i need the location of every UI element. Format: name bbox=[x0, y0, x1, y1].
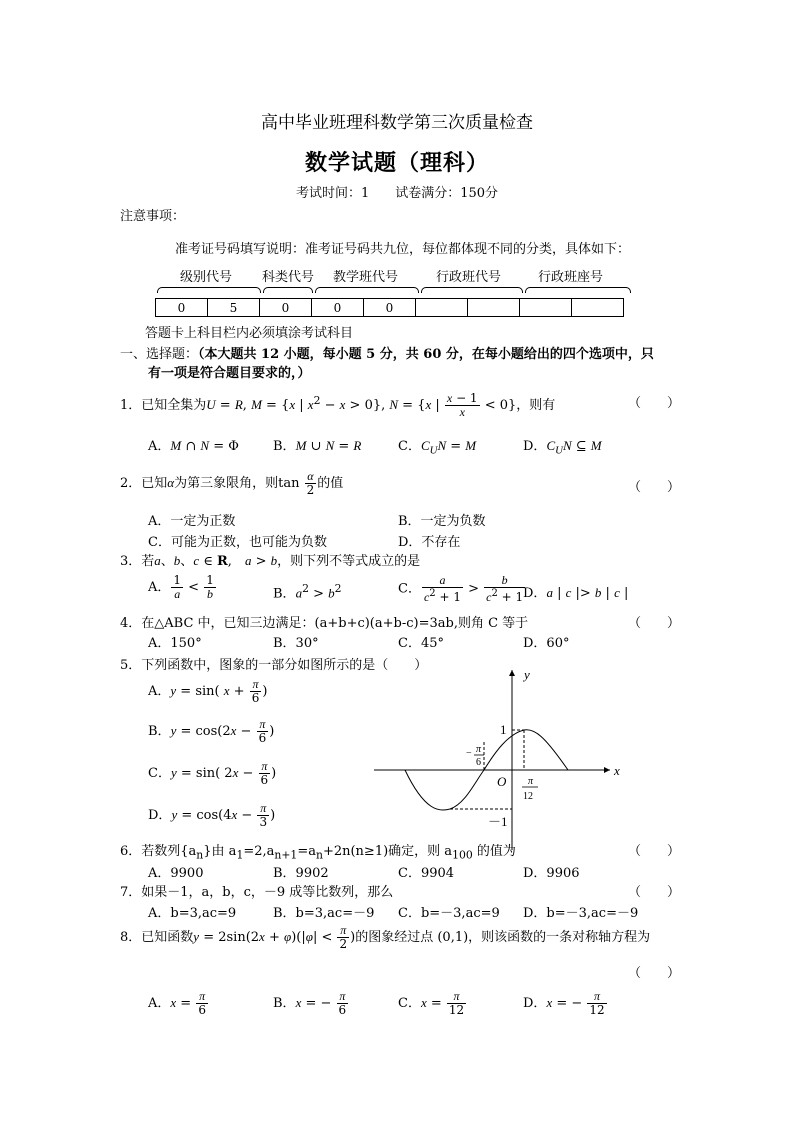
q7-option-c[interactable]: C．b=－3,ac=9 bbox=[398, 906, 500, 921]
label-admin-class-code: 行政班代号 bbox=[436, 270, 502, 285]
id-box-5[interactable]: 0 bbox=[364, 299, 416, 317]
section-instructions-cont: 有一项是符合题目要求的，） bbox=[148, 366, 311, 381]
answer-paren-6[interactable]: （ ） bbox=[628, 844, 681, 859]
q3-option-b[interactable]: B．$a^2 > b^2$ bbox=[273, 582, 342, 602]
q6-option-d[interactable]: D．9906 bbox=[523, 866, 580, 881]
svg-text:12: 12 bbox=[523, 791, 533, 802]
brace-class bbox=[315, 287, 419, 293]
q6-option-c[interactable]: C．9904 bbox=[398, 866, 455, 881]
q2-option-a[interactable]: A．一定为正数 bbox=[148, 514, 236, 529]
svg-text:π: π bbox=[476, 744, 482, 755]
q4-option-b[interactable]: B．30° bbox=[273, 636, 319, 651]
brace-seat bbox=[525, 287, 631, 293]
q1-option-b[interactable]: B．M ∪ N = R bbox=[273, 438, 362, 454]
q8-option-a[interactable]: A．x = $\frac{\pi}{6}$ bbox=[148, 989, 206, 1018]
q1-option-c[interactable]: C．$C_UN = M$ bbox=[398, 438, 477, 457]
q5-option-a[interactable]: A．y = sin( x + $\frac{\pi}{6}$ ) bbox=[148, 677, 268, 706]
brace-level bbox=[157, 287, 261, 293]
q6-option-b[interactable]: B．9902 bbox=[273, 866, 329, 881]
q4-option-d[interactable]: D．60° bbox=[523, 636, 570, 651]
question-2: 2．已知α为第三象限角，则tan $\frac{\alpha}{2}$ 的值 bbox=[120, 469, 344, 498]
svg-text:6: 6 bbox=[476, 757, 481, 768]
paper-subtitle: 数学试题（理科） bbox=[304, 150, 489, 176]
question-7: 7．如果－1，a，b，c，－9 成等比数列，那么 bbox=[120, 885, 394, 900]
id-box-2[interactable]: 5 bbox=[208, 299, 260, 317]
q8-option-d[interactable]: D．x = − $\frac{\pi}{12}$ bbox=[523, 989, 605, 1018]
id-box-6[interactable] bbox=[416, 299, 468, 317]
section-heading: 一、选择题：（本大题共 12 小题，每小题 5 分，共 60 分，在每小题给出的四个选项中，只 bbox=[120, 347, 654, 362]
q1-option-d[interactable]: D．$C_UN$ ⊆ M bbox=[523, 438, 602, 457]
id-box-4[interactable]: 0 bbox=[312, 299, 364, 317]
q2-option-d[interactable]: D．不存在 bbox=[398, 535, 461, 550]
svg-text:−: − bbox=[466, 748, 472, 759]
label-class-code: 教学班代号 bbox=[333, 270, 399, 285]
q2-option-c[interactable]: C．可能为正数，也可能为负数 bbox=[148, 535, 327, 550]
q7-option-d[interactable]: D．b=－3,ac=－9 bbox=[523, 906, 639, 921]
q2-option-b[interactable]: B．一定为负数 bbox=[398, 514, 486, 529]
id-box-9[interactable] bbox=[572, 299, 624, 317]
q3-option-c[interactable]: C． $\frac{a}{c^2 + 1}$ > $\frac{b}{c^2 + 1}$ bbox=[398, 573, 524, 605]
notice-heading: 注意事项： bbox=[120, 209, 186, 224]
exam-title: 高中毕业班理科数学第三次质量检查 bbox=[261, 113, 533, 133]
question-1: 1．已知全集为U = R, M = {x | $x^2 - x > 0$}, N = {x | $\frac{x - 1}{x}$ < 0}，则有 bbox=[120, 391, 556, 420]
q4-option-c[interactable]: C．45° bbox=[398, 636, 444, 651]
brace-subject bbox=[263, 287, 313, 293]
answer-paren-7[interactable]: （ ） bbox=[628, 885, 681, 900]
candidate-number-grid bbox=[155, 298, 624, 317]
q8-option-c[interactable]: C．x = $\frac{\pi}{12}$ bbox=[398, 989, 465, 1018]
label-seat-code: 行政班座号 bbox=[538, 270, 604, 285]
q7-option-a[interactable]: A．b=3,ac=9 bbox=[148, 906, 237, 921]
question-3: 3．若a、b、c ∈ R, a > b，则下列不等式成立的是 bbox=[120, 553, 421, 569]
y-tick-neg1: －1 bbox=[488, 814, 508, 829]
q3-option-a[interactable]: A． $\frac{1}{a}$ < $\frac{1}{b}$ bbox=[148, 573, 214, 602]
id-box-1[interactable]: 0 bbox=[156, 299, 208, 317]
id-box-7[interactable] bbox=[468, 299, 520, 317]
q6-option-a[interactable]: A．9900 bbox=[148, 866, 204, 881]
brace-admin-class bbox=[421, 287, 523, 293]
q3-option-d[interactable]: D．a | c |> b | c | bbox=[523, 585, 629, 601]
q1-option-a[interactable]: A．M ∩ N = Φ bbox=[148, 438, 239, 454]
question-6: 6．若数列$\{a_n\}$由 $a_1=2,a_{n+1}=a_n+2n(n\ge 1)$确定，则 $a_{100}$ 的值为 bbox=[120, 844, 516, 862]
question-8: 8．已知函数y = 2sin(2x + φ)(|φ| < $\frac{\pi}{2}$ )的图象经过点 (0,1)，则该函数的一条对称轴方程为 bbox=[120, 923, 651, 952]
function-graph bbox=[370, 662, 630, 852]
y-tick-1: 1 bbox=[500, 722, 507, 737]
answer-paren-1[interactable]: （ ） bbox=[628, 396, 681, 411]
section-instructions: （本大题共 12 小题，每小题 5 分，共 60 分，在每小题给出的四个选项中，只 bbox=[198, 347, 654, 362]
question-5: 5．下列函数中，图象的一部分如图所示的是（ ） bbox=[120, 658, 428, 673]
answer-paren-4[interactable]: （ ） bbox=[628, 616, 681, 631]
answer-paren-8[interactable]: （ ） bbox=[628, 966, 681, 981]
label-level-code: 级别代号 bbox=[180, 270, 233, 285]
q5-option-d[interactable]: D．y = cos(4x − $\frac{\pi}{3}$ ) bbox=[148, 801, 276, 830]
x-label: x bbox=[614, 763, 620, 778]
left-tick-label bbox=[466, 744, 484, 768]
origin-label: O bbox=[497, 774, 507, 789]
id-box-3[interactable]: 0 bbox=[260, 299, 312, 317]
q7-option-b[interactable]: B．b=3,ac=－9 bbox=[273, 906, 375, 921]
answer-paren-2[interactable]: （ ） bbox=[628, 480, 681, 495]
right-tick-label bbox=[522, 776, 538, 802]
svg-text:π: π bbox=[528, 776, 534, 787]
q8-option-b[interactable]: B．x = − $\frac{\pi}{6}$ bbox=[273, 989, 347, 1018]
label-subject-code: 科类代号 bbox=[262, 270, 315, 285]
answer-card-note: 答题卡上科目栏内必须填涂考试科目 bbox=[145, 326, 354, 341]
question-4: 4．在△ABC 中，已知三边满足：(a+b+c)(a+b-c)=3ab,则角 C 等于 bbox=[120, 616, 529, 631]
q5-option-b[interactable]: B．y = cos(2x − $\frac{\pi}{6}$ ) bbox=[148, 717, 275, 746]
id-box-8[interactable] bbox=[520, 299, 572, 317]
y-label: y bbox=[524, 667, 530, 682]
q5-option-c[interactable]: C．y = sin( 2x − $\frac{\pi}{6}$ ) bbox=[148, 759, 277, 788]
exam-info: 考试时间：1 试卷满分：150分 bbox=[295, 186, 499, 201]
id-explanation: 准考证号码填写说明：准考证号码共九位，每位都体现不同的分类，具体如下： bbox=[175, 242, 631, 257]
q4-option-a[interactable]: A．150° bbox=[148, 636, 202, 651]
